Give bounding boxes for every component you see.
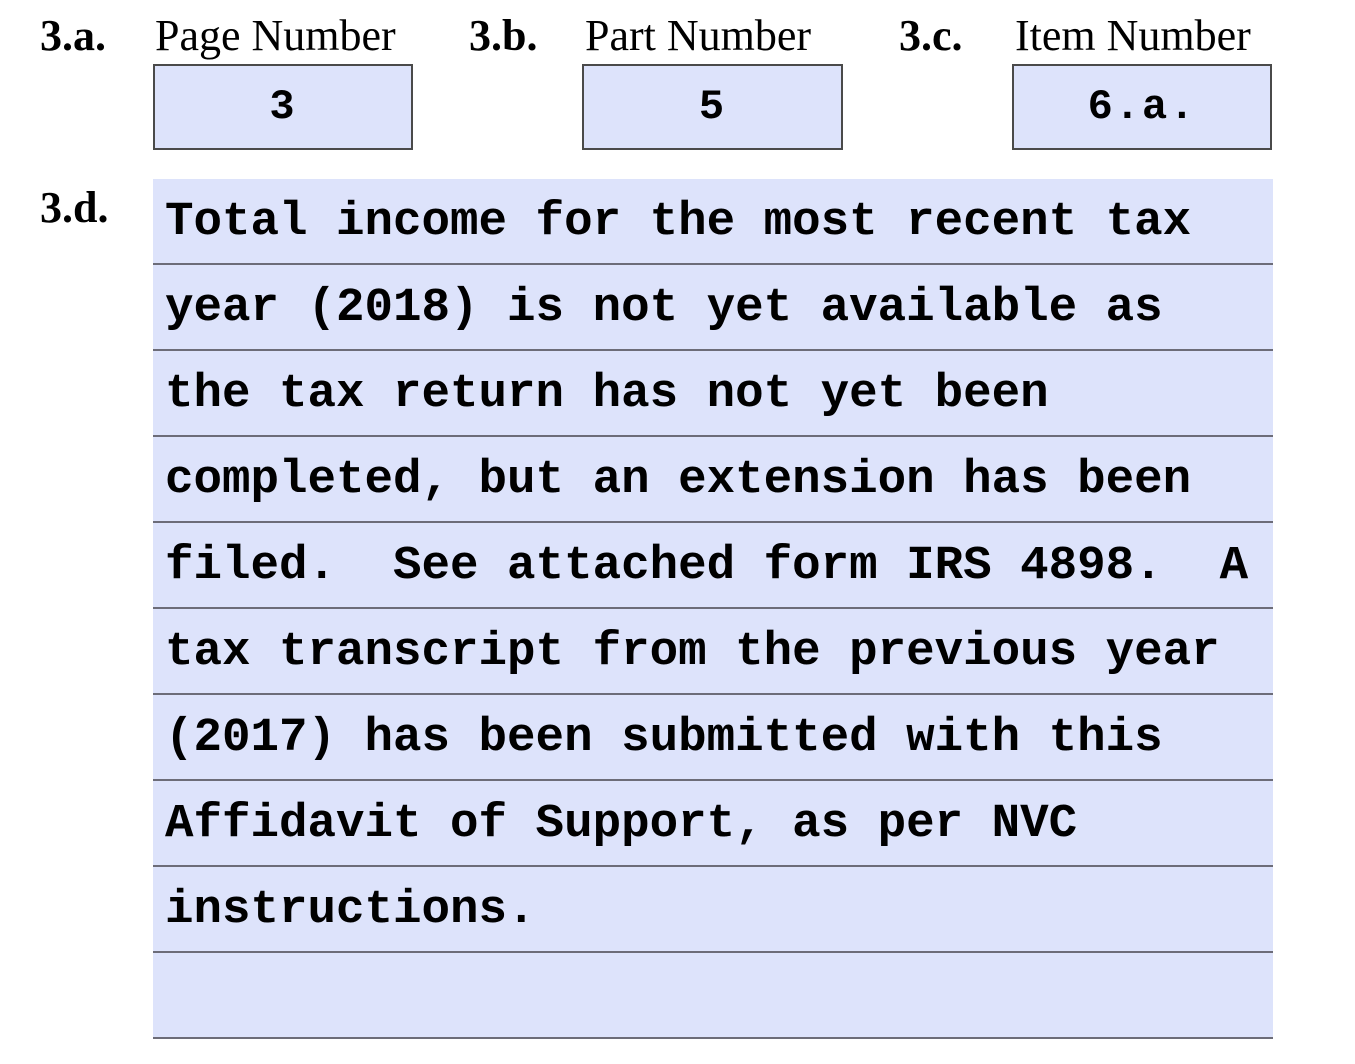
item-number-value: 6.a. bbox=[1087, 83, 1197, 131]
text-line-content: Affidavit of Support, as per NVC bbox=[165, 797, 1078, 851]
part-number-value: 5 bbox=[698, 83, 727, 131]
text-line-content: completed, but an extension has been bbox=[165, 453, 1192, 507]
text-line bbox=[153, 179, 1273, 265]
text-line bbox=[153, 523, 1273, 609]
item-number-3d: 3.d. bbox=[40, 183, 109, 232]
text-line bbox=[153, 695, 1273, 781]
text-line-content: Total income for the most recent tax bbox=[165, 195, 1192, 249]
page-number-value: 3 bbox=[269, 83, 297, 131]
part-number-field[interactable] bbox=[582, 64, 843, 150]
item-number-label: Item Number bbox=[1015, 11, 1251, 60]
text-line-content: (2017) has been submitted with this bbox=[165, 711, 1163, 765]
text-line bbox=[153, 609, 1273, 695]
text-line bbox=[153, 953, 1273, 1039]
additional-info-textarea[interactable] bbox=[153, 179, 1273, 1039]
text-line-content: the tax return has not yet been bbox=[165, 367, 1049, 421]
part-number-label: Part Number bbox=[585, 11, 812, 60]
item-number-field[interactable] bbox=[1012, 64, 1272, 150]
text-line-content: tax transcript from the previous year bbox=[165, 625, 1220, 679]
text-line bbox=[153, 265, 1273, 351]
text-line-content: filed. See attached form IRS 4898. A bbox=[165, 539, 1249, 593]
item-number-3a: 3.a. bbox=[40, 11, 106, 60]
text-line bbox=[153, 351, 1273, 437]
text-line bbox=[153, 781, 1273, 867]
text-line bbox=[153, 437, 1273, 523]
text-line-content: instructions. bbox=[165, 883, 536, 937]
page-number-label: Page Number bbox=[155, 11, 396, 60]
text-line-content: year (2018) is not yet available as bbox=[165, 281, 1163, 335]
text-line bbox=[153, 867, 1273, 953]
item-number-3c: 3.c. bbox=[899, 11, 963, 60]
page-number-field[interactable] bbox=[153, 64, 413, 150]
item-number-3b: 3.b. bbox=[469, 11, 538, 60]
